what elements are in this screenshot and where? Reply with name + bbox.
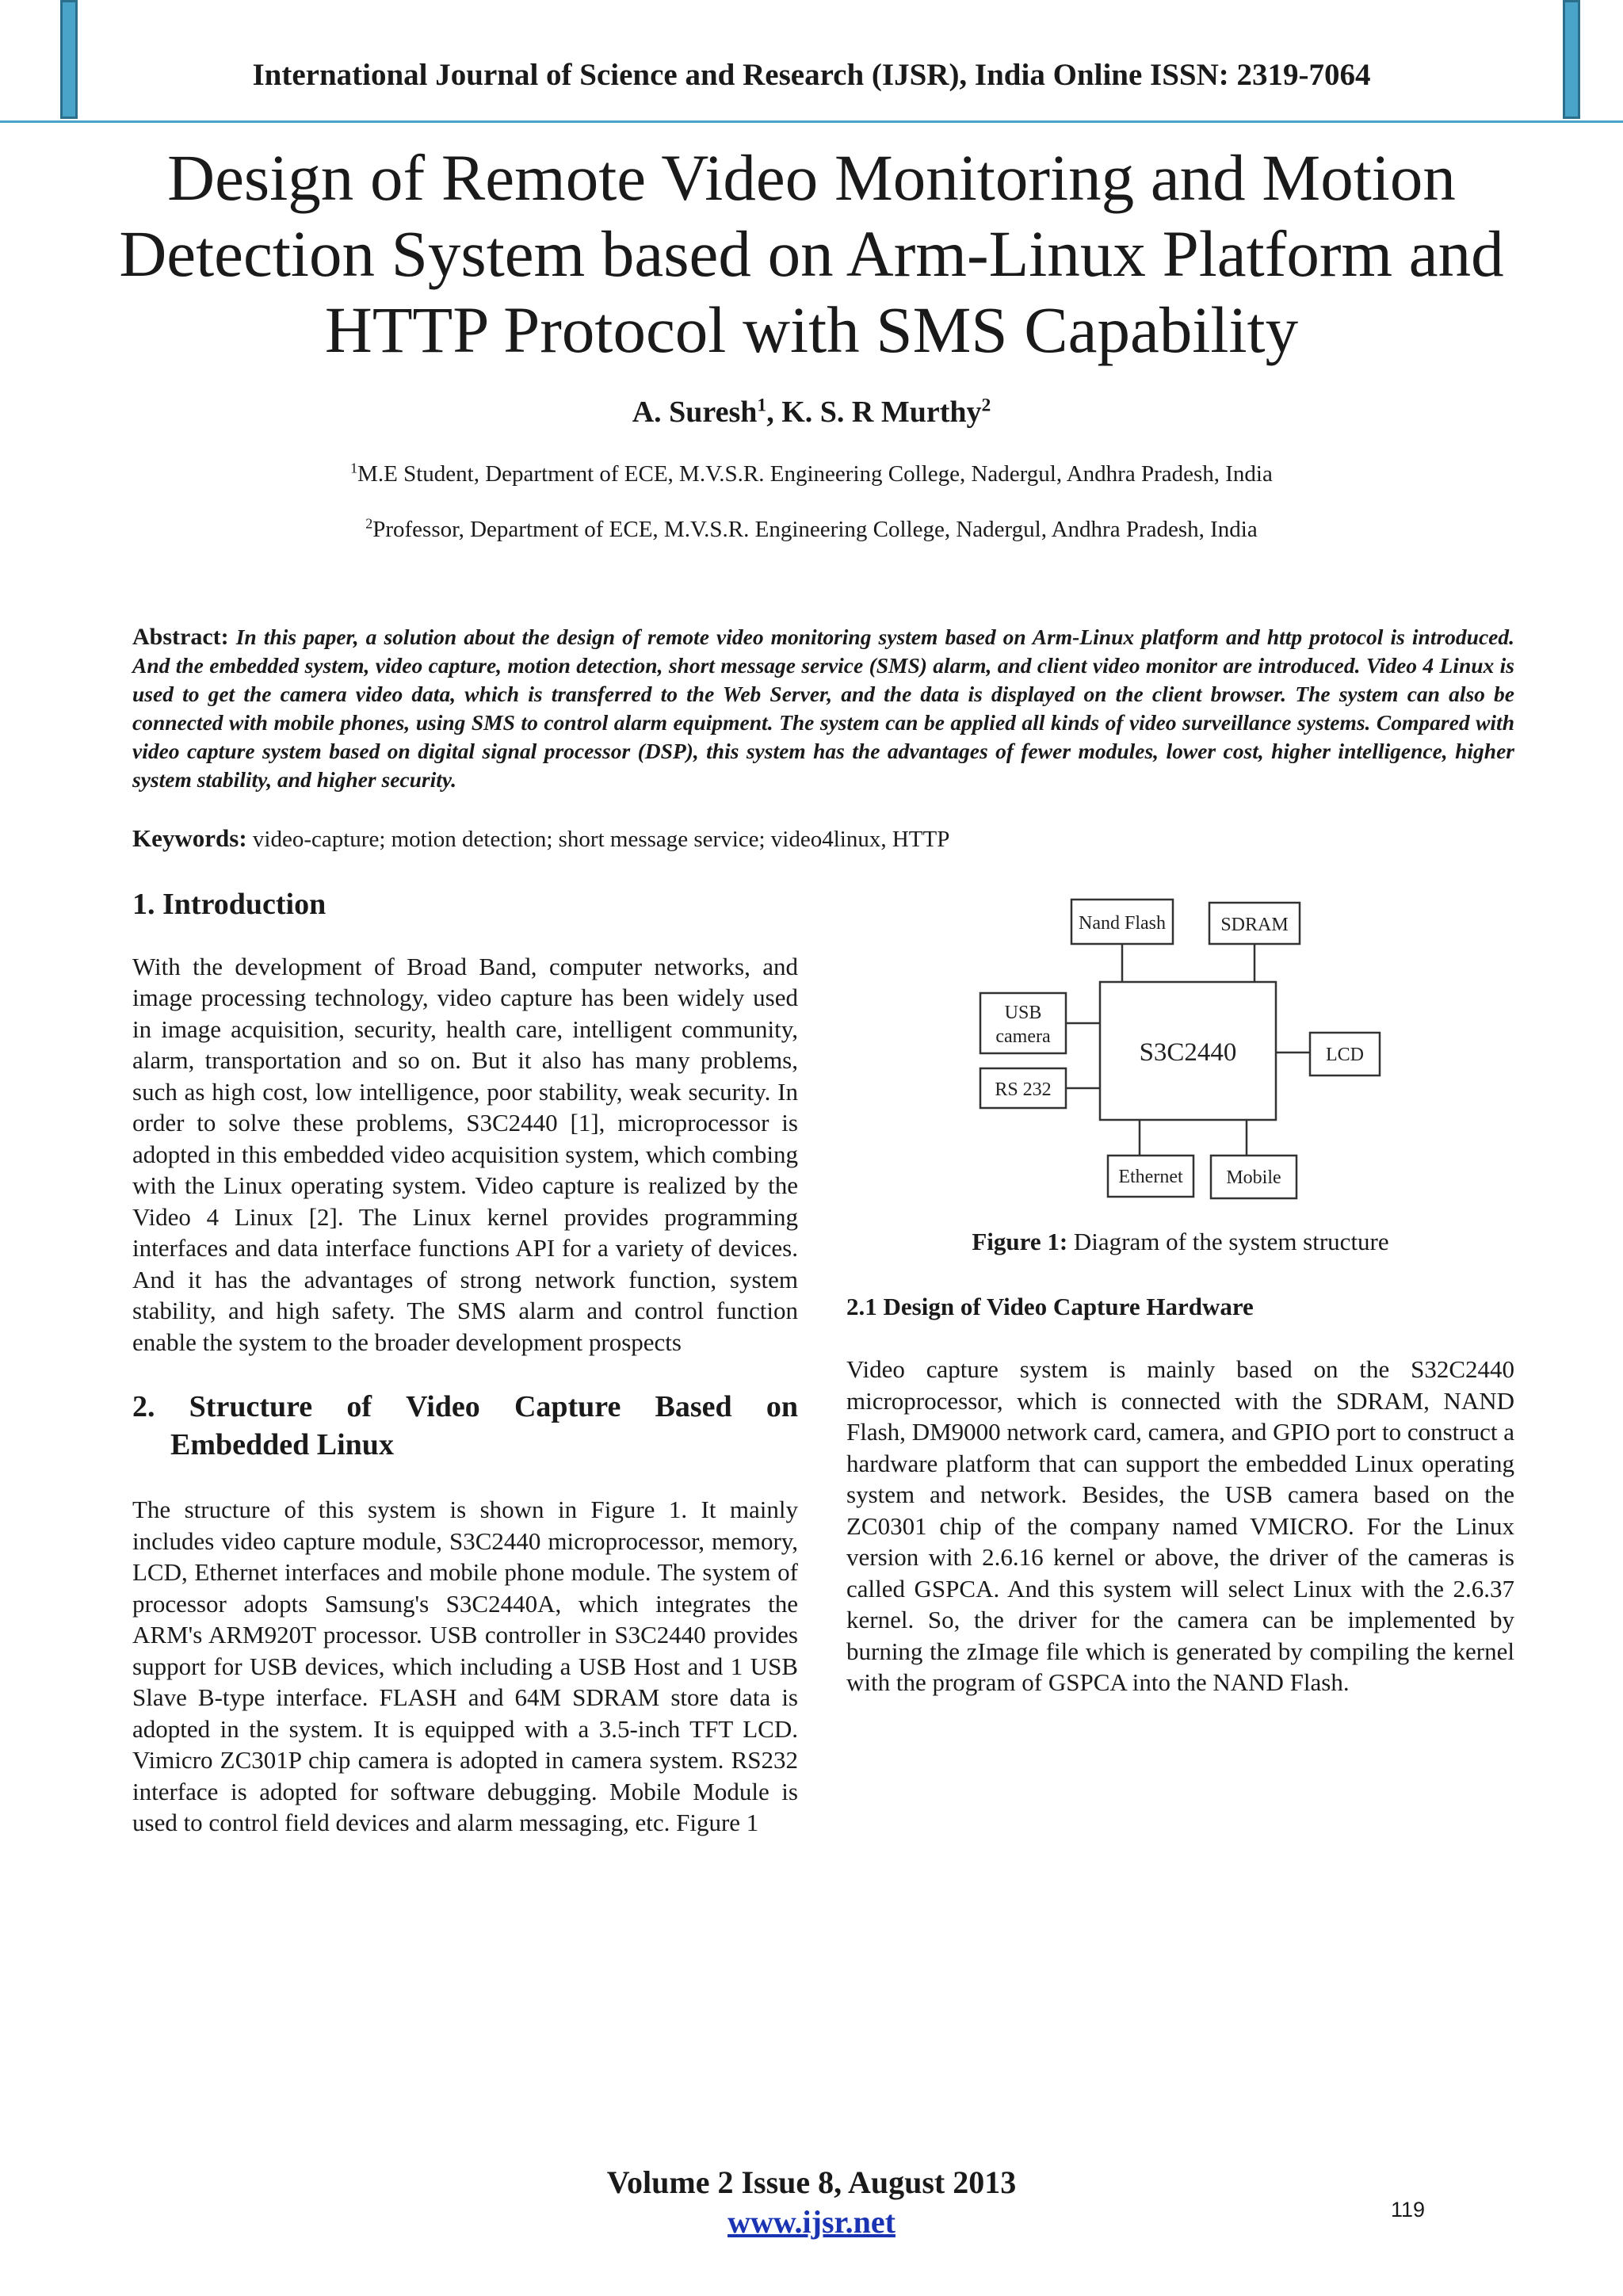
section-2-number: 2. (132, 1390, 155, 1423)
affiliation-2-sup: 2 (365, 515, 373, 532)
authors (0, 395, 1623, 430)
keywords (132, 824, 1514, 853)
left-column (132, 889, 798, 1839)
section-2-word: Capture (514, 1390, 621, 1423)
abstract (132, 623, 1514, 794)
sdram-label: SDRAM (1220, 915, 1289, 935)
section-2-heading (132, 1388, 798, 1464)
author-separator: , (766, 395, 782, 429)
footer-url-link[interactable]: www.ijsr.net (727, 2204, 896, 2240)
mobile-label: Mobile (1226, 1167, 1281, 1188)
section-2-word: Video (406, 1390, 480, 1423)
abstract-label: Abstract: (132, 624, 229, 650)
section-2-word: of (346, 1390, 372, 1423)
lcd-label: LCD (1326, 1045, 1364, 1065)
section-2-1-heading: 2.1 Design of Video Capture Hardware (846, 1292, 1254, 1320)
author-2-sup: 2 (981, 395, 991, 416)
usb-camera-label-1: USB (1004, 1003, 1042, 1023)
section-2-word: on (766, 1390, 798, 1423)
right-column (846, 898, 1514, 1698)
keywords-text: video-capture; motion detection; short message service; video4linux, HTTP (252, 827, 950, 852)
keywords-label: Keywords: (132, 824, 247, 852)
figure-1 (846, 898, 1514, 1215)
section-1-heading: 1. Introduction (132, 888, 327, 921)
system-structure-diagram (846, 898, 1514, 1215)
paper-title: Design of Remote Video Monitoring and Motion Detection System based on Arm-Linux Platform and HTTP Protocol with SMS Capability (119, 141, 1504, 366)
cpu-label: S3C2440 (1139, 1038, 1237, 1067)
rs232-label: RS 232 (995, 1079, 1052, 1100)
section-2-word: Based (655, 1390, 732, 1423)
author-2: K. S. R Murthy (781, 395, 982, 429)
footer-volume: Volume 2 Issue 8, August 2013 (606, 2164, 1017, 2200)
header-rule (0, 120, 1623, 123)
section-2-word: Structure (189, 1390, 313, 1423)
section-2-text: The structure of this system is shown in Figure 1. It mainly includes video capture module, S3C2440 microprocessor, memory, LCD, Ethernet interfaces and mobile phone module. The system of processor adopts Samsung's S3C2440A, which integrates the ARM's ARM920T processor. USB controller in S3C2440 provides support for USB devices, which including a USB Host and 1 USB Slave B-type interface. FLASH and 64M SDRAM store data is adopted in the system. It is equipped with a 3.5-inch TFT LCD. Vimicro ZC301P chip camera is adopted in camera system. RS232 interface is adopted for software debugging. Mobile Module is used to control field devices and alarm messaging, etc. Figure 1 (132, 1496, 798, 1836)
figure-1-caption-text: Diagram of the system structure (1067, 1228, 1389, 1255)
figure-1-caption-label: Figure 1: (972, 1228, 1068, 1255)
affiliation-1-sup: 1 (350, 460, 358, 476)
affiliation-2-text: Professor, Department of ECE, M.V.S.R. Engineering College, Nadergul, Andhra Pradesh, India (372, 517, 1258, 542)
author-1-sup: 1 (757, 395, 767, 416)
section-1-text: With the development of Broad Band, computer networks, and image processing technology, video capture has been widely used in image acquisition, security, health care, intelligent community, alarm, transportation and so on. But it also has many problems, such as high cost, low intelligence, poor stability, weak security. In order to solve these problems, S3C2440 [1], microprocessor is adopted in this embedded video acquisition system, which combing with the Linux operating system. Video capture is realized by the Video 4 Linux [2]. The Linux kernel provides programming interfaces and data interface functions API for a variety of devices. And it has the advantages of strong network function, system stability, and high safety. The SMS alarm and control function enable the system to the broader development prospects (132, 952, 798, 1356)
author-1: A. Suresh (632, 395, 758, 429)
abstract-text: In this paper, a solution about the design of remote video monitoring system based on Arm-Linux platform and http protocol is introduced. And the embedded system, video capture, motion detection, short message service (SMS) alarm, and client video monitor are introduced. Video 4 Linux is used to get the camera video data, which is transferred to the Web Server, and the data is displayed on the client browser. The system can also be connected with mobile phones, using SMS to control alarm equipment. The system can be applied all kinds of video surveillance systems. Compared with video capture system based on digital signal processor (DSP), this system has the advantages of fewer modules, lower cost, higher intelligence, higher system stability, and higher security. (132, 625, 1514, 792)
affiliation-1 (0, 461, 1623, 487)
figure-1-caption (846, 1226, 1514, 1258)
ethernet-label: Ethernet (1118, 1167, 1183, 1187)
page-number: 119 (1391, 2198, 1426, 2222)
section-2-1-text: Video capture system is mainly based on the S32C2440 microprocessor, which is connected with the SDRAM, NAND Flash, DM9000 network card, camera, and GPIO port to construct a hardware platform that can support the embedded Linux operating system and network. Besides, the USB camera based on the ZC0301 chip of the company named VMICRO. For the Linux version with 2.6.16 kernel or above, the driver of the cameras is called GSPCA. And this system will select Linux with the 2.6.37 kernel. So, the driver for the camera can be implemented by burning the zImage file which is generated by compiling the kernel with the program of GSPCA into the NAND Flash. (846, 1355, 1514, 1696)
affiliation-2 (0, 517, 1623, 543)
usb-camera-label-2: camera (995, 1026, 1051, 1047)
section-2-heading-line2: Embedded Linux (170, 1428, 394, 1461)
nand-flash-label: Nand Flash (1079, 913, 1166, 934)
affiliation-1-text: M.E Student, Department of ECE, M.V.S.R. Engineering College, Nadergul, Andhra Pradesh, India (357, 461, 1273, 487)
journal-header: International Journal of Science and Research (IJSR), India Online ISSN: 2319-7064 (252, 58, 1371, 92)
